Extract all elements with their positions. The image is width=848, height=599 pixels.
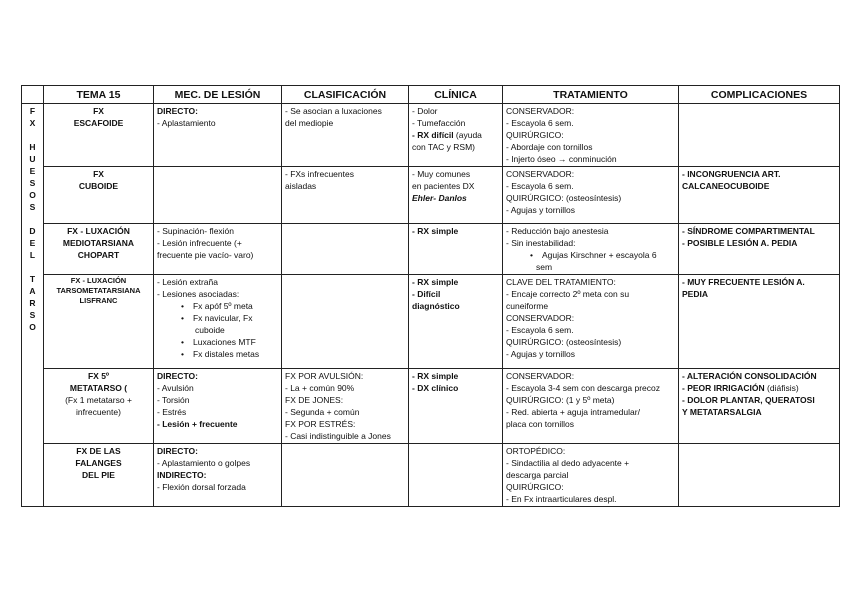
tema-cell: FX DE LAS FALANGES DEL PIE <box>44 444 154 507</box>
header-complicaciones: COMPLICACIONES <box>679 86 840 104</box>
clinica-cell: - RX simple <box>409 224 503 275</box>
header-mec: MEC. DE LESIÓN <box>154 86 282 104</box>
complicaciones-cell: - ALTERACIÓN CONSOLIDACIÓN - PEOR IRRIGACIÓN (diáfisis) - DOLOR PLANTAR, QUERATOSI Y METATARSALGIA <box>679 369 840 444</box>
table-row <box>22 369 840 444</box>
side-header <box>22 86 44 104</box>
tratamiento-cell: ORTOPÉDICO: - Sindactilia al dedo adyacente + descarga parcial QUIRÚRGICO: - En Fx intraarticulares despl. <box>503 444 679 507</box>
clasificacion-cell: FX POR AVULSIÓN: - La + común 90% FX DE JONES: - Segunda + común FX POR ESTRÉS: - Casi indistinguible a Jones <box>282 369 409 444</box>
clinica-cell <box>409 444 503 507</box>
table-row <box>22 275 840 369</box>
header-clinica: CLÍNICA <box>409 86 503 104</box>
mec-cell: - Supinación- flexión - Lesión infrecuente (+ frecuente pie vacío- varo) <box>154 224 282 275</box>
mec-cell: DIRECTO: - Aplastamiento <box>154 104 282 167</box>
mec-cell: DIRECTO: - Avulsión - Torsión - Estrés - Lesión + frecuente <box>154 369 282 444</box>
clinica-cell: - RX simple - Difícil diagnóstico <box>409 275 503 369</box>
table-row <box>22 104 840 167</box>
mec-cell <box>154 167 282 224</box>
table-row <box>22 224 840 275</box>
complicaciones-cell: - INCONGRUENCIA ART. CALCANEOCUBOIDE <box>679 167 840 224</box>
complicaciones-cell <box>679 444 840 507</box>
clasificacion-cell <box>282 275 409 369</box>
header-tema: TEMA 15 <box>44 86 154 104</box>
clinica-cell: - Dolor - Tumefacción - RX difícil (ayuda con TAC y RSM) <box>409 104 503 167</box>
clinica-cell: - RX simple - DX clínico <box>409 369 503 444</box>
tema-cell: FX - LUXACIÓN MEDIOTARSIANA CHOPART <box>44 224 154 275</box>
complicaciones-cell: - MUY FRECUENTE LESIÓN A. PEDIA <box>679 275 840 369</box>
clasificacion-cell <box>282 224 409 275</box>
clinica-cell: - Muy comunes en pacientes DX Ehler- Danlos <box>409 167 503 224</box>
complicaciones-cell <box>679 104 840 167</box>
tratamiento-cell: CLAVE DEL TRATAMIENTO: - Encaje correcto 2º meta con su cuneiforme CONSERVADOR: - Escayola 6 sem. QUIRÚRGICO: (osteosíntesis) - Agujas y tornillos <box>503 275 679 369</box>
table-row <box>22 167 840 224</box>
tema-cell: FX ESCAFOIDE <box>44 104 154 167</box>
clasificacion-cell: - FXs infrecuentes aisladas <box>282 167 409 224</box>
header-row <box>22 86 840 104</box>
tema-cell: FX 5º METATARSO ( (Fx 1 metatarso + infrecuente) <box>44 369 154 444</box>
tema-cell: FX CUBOIDE <box>44 167 154 224</box>
tratamiento-cell: CONSERVADOR: - Escayola 6 sem. QUIRÚRGICO: (osteosíntesis) - Agujas y tornillos <box>503 167 679 224</box>
mec-cell: DIRECTO: - Aplastamiento o golpes INDIRECTO: - Flexión dorsal forzada <box>154 444 282 507</box>
clasificacion-cell: - Se asocian a luxaciones del mediopie <box>282 104 409 167</box>
header-tratamiento: TRATAMIENTO <box>503 86 679 104</box>
complicaciones-cell: - SÍNDROME COMPARTIMENTAL - POSIBLE LESIÓN A. PEDIA <box>679 224 840 275</box>
mec-cell: - Lesión extraña - Lesiones asociadas: • Fx apóf 5º meta • Fx navicular, Fx cuboide • Luxaciones MTF • Fx distales metas <box>154 275 282 369</box>
table-row <box>22 444 840 507</box>
tratamiento-cell: - Reducción bajo anestesia - Sin inestabilidad: • Agujas Kirschner + escayola 6 sem <box>503 224 679 275</box>
clasificacion-cell <box>282 444 409 507</box>
tratamiento-cell: CONSERVADOR: - Escayola 3-4 sem con descarga precoz QUIRÚRGICO: (1 y 5º meta) - Red. abierta + aguja intramedular/ placa con tornillos <box>503 369 679 444</box>
header-clasificacion: CLASIFICACIÓN <box>282 86 409 104</box>
summary-table <box>21 85 840 507</box>
tratamiento-cell: CONSERVADOR: - Escayola 6 sem. QUIRÚRGICO: - Abordaje con tornillos - Injerto óseo → conminución <box>503 104 679 167</box>
side-title: F X H U E S O S D E L T A R S O <box>22 104 44 507</box>
tema-cell: FX - LUXACIÓN TARSOMETATARSIANA LISFRANC <box>44 275 154 369</box>
